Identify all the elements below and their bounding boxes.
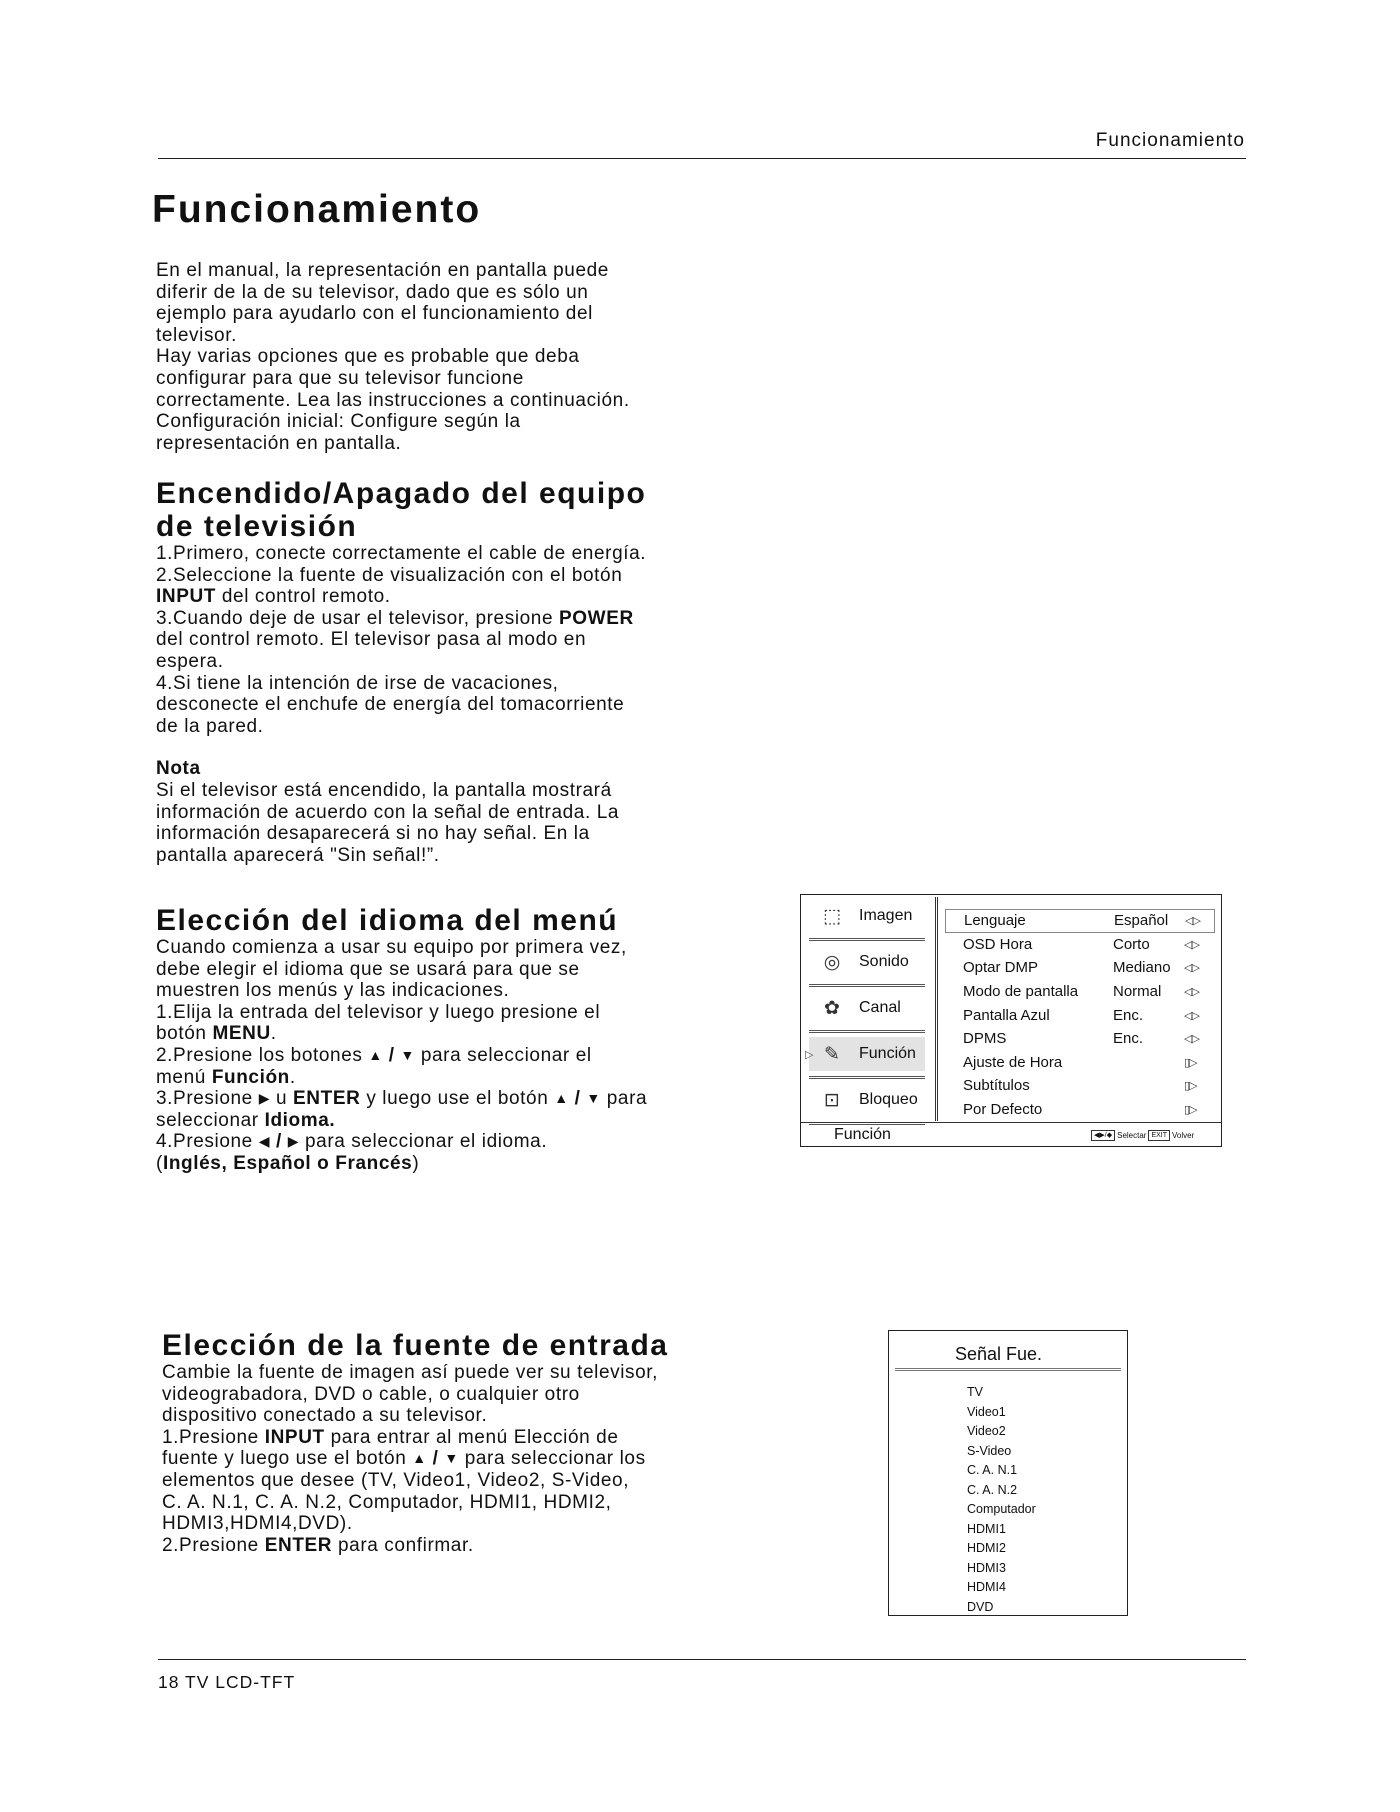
osd-sidebar-item-canal[interactable] (809, 991, 925, 1025)
intro-line: correctamente. Lea las instrucciones a continuación. (156, 389, 630, 411)
osd-sidebar-label: Función (859, 1045, 916, 1062)
osd-option-por-defecto[interactable] (945, 1098, 1215, 1122)
funcion-key: Función (211, 1066, 290, 1088)
page-footer: 18 TV LCD-TFT (158, 1672, 296, 1692)
text-run: y luego use el botón (360, 1088, 555, 1110)
source-list (967, 1383, 1036, 1617)
osd-option-ajuste-hora[interactable] (945, 1051, 1215, 1075)
text-run: fuente y luego use el botón (162, 1448, 413, 1470)
source-heading: Elección de la fuente de entrada (162, 1329, 669, 1362)
language-line (156, 1131, 647, 1153)
down-arrow-icon: ▼ (400, 1046, 415, 1063)
slash: / (270, 1131, 288, 1153)
source-item-hdmi2[interactable]: HDMI2 (967, 1541, 1006, 1555)
osd-footer-rule (801, 1122, 1221, 1123)
adjust-arrows-icon: ◁▷ (1184, 986, 1199, 999)
osd-sidebar-label: Canal (859, 999, 901, 1016)
source-line: elementos que desee (TV, Video1, Video2, S-Video, (162, 1469, 630, 1491)
osd-footer-title: Función (834, 1126, 891, 1143)
source-line: HDMI3,HDMI4,DVD). (162, 1513, 353, 1535)
language-line: 1.Elija la entrada del televisor y luego presione el (156, 1001, 601, 1023)
down-arrow-icon: ▼ (444, 1450, 459, 1467)
exit-key-icon: EXIT (1148, 1130, 1170, 1141)
source-section (162, 1329, 668, 1556)
down-arrow-icon: ▼ (586, 1090, 601, 1107)
source-item-video2[interactable]: Video2 (967, 1424, 1006, 1438)
language-section (156, 904, 647, 1175)
osd-option-dpms[interactable] (945, 1027, 1215, 1051)
osd-option-label: Pantalla Azul (963, 1006, 1050, 1024)
power-line: 2.Seleccione la fuente de visualización con el botón (156, 564, 623, 586)
osd-function-menu (800, 894, 1222, 1147)
language-line: debe elegir el idioma que se usará para que se (156, 958, 580, 980)
osd-option-value: Corto (1113, 935, 1150, 953)
power-key: POWER (559, 607, 634, 629)
source-item-can2[interactable]: C. A. N.2 (967, 1482, 1018, 1497)
source-item-dvd[interactable]: DVD (967, 1599, 994, 1614)
power-section (156, 477, 646, 866)
source-line (162, 1535, 668, 1557)
text-run: menú (156, 1066, 212, 1088)
osd-option-label: OSD Hora (963, 935, 1033, 953)
osd-option-value: Mediano (1113, 959, 1171, 977)
text-run: para seleccionar el idioma. (299, 1131, 548, 1153)
adjust-arrows-icon: ◁▷ (1184, 962, 1199, 975)
text-run: seleccionar (156, 1109, 265, 1131)
enter-submenu-icon: ▯▷ (1184, 1056, 1197, 1069)
osd-sidebar-label: Sonido (859, 953, 909, 970)
power-line (156, 608, 646, 630)
source-item-computador[interactable]: Computador (967, 1502, 1036, 1516)
power-line: de la pared. (156, 715, 264, 737)
text-run: 4.Presione (156, 1131, 259, 1153)
text-run: para (600, 1088, 648, 1110)
running-header: Funcionamiento (1095, 130, 1245, 151)
osd-option-label: Modo de pantalla (963, 983, 1079, 1001)
osd-sidebar-divider (809, 984, 925, 987)
source-item-hdmi3[interactable]: HDMI3 (967, 1560, 1006, 1575)
osd-option-label: Por Defecto (963, 1101, 1043, 1119)
source-item-tv[interactable]: TV (967, 1385, 983, 1399)
language-line (156, 1153, 647, 1175)
osd-key-hint (1091, 1130, 1194, 1141)
osd-option-value: Enc. (1113, 1006, 1144, 1024)
power-line: del control remoto. El televisor pasa al modo en (156, 629, 587, 651)
text-run: botón (156, 1023, 213, 1045)
intro-line: En el manual, la representación en pantalla puede (156, 260, 609, 281)
language-line (156, 1045, 647, 1067)
text-run: 3.Cuando deje de usar el televisor, presione (156, 607, 560, 629)
source-menu (888, 1330, 1128, 1616)
hint-back-label: Volver (1172, 1131, 1195, 1140)
text-run: del control remoto. (216, 586, 391, 608)
intro-line: configurar para que su televisor funcione (156, 367, 524, 389)
picture-icon: ⬚ (823, 905, 841, 927)
osd-option-list (945, 909, 1215, 1121)
right-arrow-icon: ▶ (258, 1090, 271, 1107)
intro-paragraph (156, 260, 630, 454)
intro-line: diferir de la de su televisor, dado que es sólo un (156, 281, 589, 303)
osd-option-value: Normal (1113, 983, 1162, 1001)
lock-icon: ⊡ (824, 1089, 840, 1111)
adjust-arrows-icon: ◁▷ (1184, 1033, 1199, 1046)
osd-option-label: Optar DMP (963, 959, 1039, 977)
power-heading: Encendido/Apagado del equipo (156, 477, 647, 510)
osd-sidebar-item-funcion[interactable] (805, 1037, 925, 1071)
osd-sidebar (805, 899, 925, 1129)
function-icon: ✎ (824, 1043, 840, 1065)
source-menu-title: Señal Fue. (955, 1344, 1043, 1364)
power-line: 4.Si tiene la intención de irse de vacaciones, (156, 672, 559, 694)
power-line: espera. (156, 650, 224, 672)
enter-key: ENTER (264, 1534, 333, 1556)
intro-line: televisor. (156, 324, 237, 346)
osd-sidebar-item-sonido[interactable] (809, 945, 925, 979)
osd-sidebar-divider (809, 1030, 925, 1033)
text-run: 1.Presione (162, 1426, 265, 1448)
power-line: 1.Primero, conecte correctamente el cable de energía. (156, 543, 647, 564)
intro-line: ejemplo para ayudarlo con el funcionamiento del (156, 303, 593, 325)
source-line (162, 1427, 668, 1449)
note-label-text: Nota (156, 758, 201, 780)
language-heading: Elección del idioma del menú (156, 904, 619, 937)
power-line: desconecte el enchufe de energía del tomacorriente (156, 694, 625, 716)
up-arrow-icon: ▲ (554, 1090, 569, 1107)
intro-line: Configuración inicial: Configure según la (156, 411, 521, 433)
enter-key: ENTER (293, 1088, 361, 1110)
language-line (156, 1023, 647, 1045)
language-line (156, 1110, 647, 1132)
osd-sidebar-divider (809, 938, 925, 941)
source-line: dispositivo conectado a su televisor. (162, 1405, 488, 1427)
source-line: videograbadora, DVD o cable, o cualquier otro (162, 1383, 580, 1405)
left-arrow-icon: ◀ (258, 1133, 271, 1150)
idioma-key: Idioma. (264, 1109, 336, 1131)
osd-sidebar-label: Imagen (859, 907, 913, 924)
intro-line: representación en pantalla. (156, 432, 402, 454)
footer-rule (158, 1659, 1246, 1660)
text-run: para seleccionar los (458, 1448, 646, 1470)
source-item-hdmi4[interactable]: HDMI4 (967, 1580, 1006, 1594)
osd-option-modo-pantalla[interactable] (945, 980, 1215, 1004)
intro-line: Hay varias opciones que es probable que deba (156, 346, 580, 368)
up-arrow-icon: ▲ (412, 1450, 427, 1467)
osd-option-subtitulos[interactable] (945, 1074, 1215, 1098)
slash: / (426, 1448, 445, 1470)
osd-option-label: DPMS (963, 1030, 1007, 1048)
power-line (156, 586, 646, 608)
slash: / (382, 1044, 401, 1066)
adjust-arrows-icon: ◁▷ (1185, 915, 1200, 928)
text-run: . (270, 1023, 277, 1045)
enter-submenu-icon: ▯▷ (1184, 1080, 1197, 1093)
text-run: 2.Presione (162, 1534, 265, 1556)
text-run: para seleccionar el (414, 1044, 592, 1066)
source-line: C. A. N.1, C. A. N.2, Computador, HDMI1, HDMI2, (162, 1491, 612, 1513)
source-menu-rule (895, 1368, 1121, 1371)
header-rule (158, 158, 1246, 159)
language-line: Cuando comienza a usar su equipo por primera vez, (156, 937, 627, 958)
up-arrow-icon: ▲ (368, 1046, 383, 1063)
osd-option-pantalla-azul[interactable] (945, 1003, 1215, 1027)
osd-column-divider (935, 897, 938, 1121)
adjust-arrows-icon: ◁▷ (1184, 938, 1199, 951)
page-title: Funcionamiento (152, 188, 482, 231)
note-label (156, 758, 646, 780)
osd-sidebar-divider (809, 1076, 925, 1079)
osd-option-label: Lenguaje (964, 912, 1026, 930)
hint-select-label: Selectar (1117, 1131, 1147, 1140)
source-line (162, 1448, 668, 1470)
note-line: información desaparecerá si no hay señal. En la (156, 823, 590, 845)
note-line: pantalla aparecerá "Sin señal!”. (156, 844, 440, 866)
source-item-video1[interactable]: Video1 (967, 1404, 1006, 1419)
text-run: 3.Presione (156, 1088, 259, 1110)
menu-key: MENU (212, 1023, 271, 1045)
text-run: para entrar al menú Elección de (324, 1426, 619, 1448)
selection-arrow-icon: ▷ (805, 1048, 814, 1061)
osd-option-label: Ajuste de Hora (963, 1053, 1063, 1071)
osd-option-lenguaje[interactable] (945, 909, 1215, 933)
osd-sidebar-item-bloqueo[interactable] (809, 1083, 925, 1117)
sound-icon: ◎ (823, 951, 841, 973)
osd-option-value: Español (1114, 912, 1169, 930)
right-arrow-icon: ▶ (287, 1133, 300, 1150)
language-line: muestren los menús y las indicaciones. (156, 980, 510, 1002)
note-line: Si el televisor está encendido, la pantalla mostrará (156, 779, 612, 801)
note-line: información de acuerdo con la señal de entrada. La (156, 801, 620, 823)
text-run: u (270, 1088, 294, 1110)
language-line (156, 1067, 647, 1089)
source-item-s-video[interactable]: S-Video (967, 1443, 1012, 1458)
text-run: 2.Presione los botones (156, 1044, 369, 1066)
language-line (156, 1088, 647, 1110)
text-run: ( (156, 1152, 163, 1174)
source-line: Cambie la fuente de imagen así puede ver su televisor, (162, 1362, 659, 1383)
channel-icon: ✿ (824, 997, 840, 1019)
power-heading-cont: de televisión (156, 510, 358, 543)
text-run: para confirmar. (332, 1534, 474, 1556)
adjust-arrows-icon: ◁▷ (1184, 1009, 1199, 1022)
text-run: . (289, 1066, 296, 1088)
osd-option-label: Subtítulos (963, 1077, 1030, 1095)
language-options: Inglés, Español o Francés (162, 1152, 413, 1174)
osd-sidebar-item-imagen[interactable] (809, 899, 925, 933)
source-item-can1[interactable]: C. A. N.1 (967, 1463, 1018, 1477)
slash: / (568, 1088, 587, 1110)
osd-option-osd-hora[interactable] (945, 933, 1215, 957)
text-run: ) (412, 1152, 420, 1174)
osd-option-optar-dmp[interactable] (945, 956, 1215, 980)
enter-submenu-icon: ▯▷ (1184, 1104, 1197, 1117)
navigate-keys-icon: ◀▶/◆ (1091, 1130, 1115, 1141)
input-key: INPUT (264, 1426, 325, 1448)
osd-sidebar-label: Bloqueo (859, 1091, 918, 1108)
source-item-hdmi1[interactable]: HDMI1 (967, 1521, 1006, 1536)
input-key: INPUT (156, 586, 216, 608)
osd-option-value: Enc. (1113, 1030, 1144, 1048)
